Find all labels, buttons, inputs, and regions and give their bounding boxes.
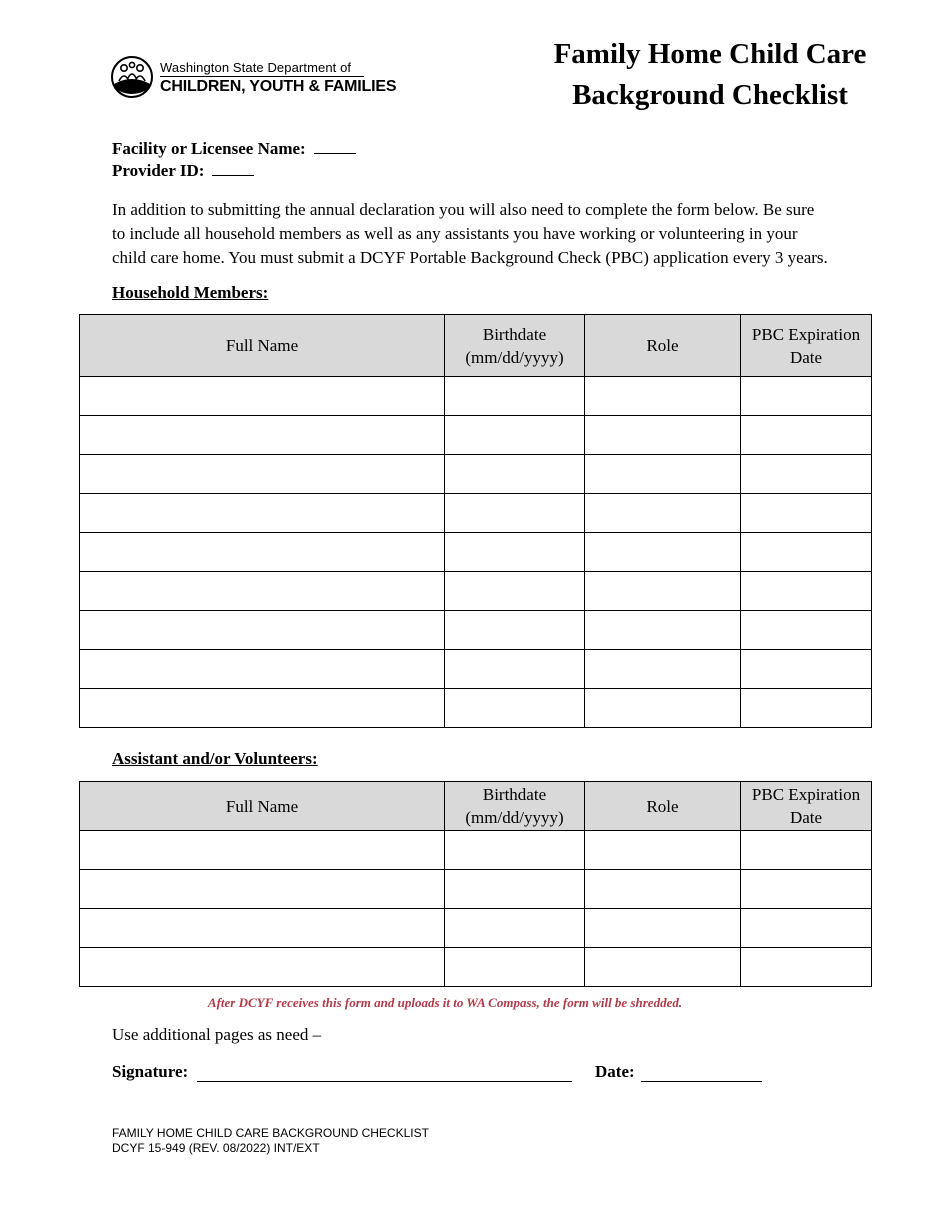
role-cell[interactable] [585,689,741,728]
provider-id-field [112,161,254,181]
table-row [80,611,872,650]
pbc-expiration-cell[interactable] [741,611,872,650]
household-members-heading: Household Members: [112,283,269,302]
pbc-expiration-cell[interactable] [741,455,872,494]
col-header-pbc-expiration: PBC Expiration Date [741,315,872,377]
provider-id-input[interactable] [212,161,254,176]
full-name-cell[interactable] [80,831,445,870]
logo-divider [160,76,364,77]
col-header-birthdate: Birthdate (mm/dd/yyyy) [445,782,585,831]
provider-id-label: Provider ID: [112,161,205,180]
household-members-table [79,314,872,728]
table-header-row [80,782,872,831]
pbc-expiration-cell[interactable] [741,870,872,909]
facility-name-label: Facility or Licensee Name: [112,139,306,158]
full-name-cell[interactable] [80,416,445,455]
pbc-expiration-cell[interactable] [741,909,872,948]
form-title [520,34,900,116]
col-header-full-name: Full Name [80,782,445,831]
birthdate-cell[interactable] [445,494,585,533]
col-header-birthdate: Birthdate (mm/dd/yyyy) [445,315,585,377]
title-line-1: Family Home Child Care [553,38,867,70]
date-label: Date: [595,1062,635,1081]
birthdate-cell[interactable] [445,870,585,909]
title-line-2: Background Checklist [572,79,848,111]
pbc-expiration-cell[interactable] [741,533,872,572]
dcyf-logo [110,54,397,102]
role-cell[interactable] [585,377,741,416]
full-name-cell[interactable] [80,650,445,689]
birthdate-cell[interactable] [445,533,585,572]
logo-agency-line: Washington State Department of [160,60,352,75]
pbc-expiration-cell[interactable] [741,948,872,987]
assistants-heading: Assistant and/or Volunteers: [112,749,318,768]
form-footer [112,1126,429,1156]
table-row [80,377,872,416]
pbc-expiration-cell[interactable] [741,689,872,728]
role-cell[interactable] [585,494,741,533]
birthdate-cell[interactable] [445,650,585,689]
role-cell[interactable] [585,948,741,987]
birthdate-cell[interactable] [445,909,585,948]
footer-form-number: DCYF 15-949 (REV. 08/2022) INT/EXT [112,1141,320,1155]
intro-line: child care home. You must submit a DCYF Portable Background Check (PBC) application every 3 years. [112,248,828,267]
full-name-cell[interactable] [80,611,445,650]
full-name-cell[interactable] [80,948,445,987]
birthdate-cell[interactable] [445,572,585,611]
intro-line: In addition to submitting the annual declaration you will also need to complete the form below. Be sure [112,200,815,219]
role-cell[interactable] [585,909,741,948]
role-cell[interactable] [585,455,741,494]
table-row [80,455,872,494]
col-header-role: Role [585,315,741,377]
pbc-expiration-cell[interactable] [741,831,872,870]
table-row [80,494,872,533]
birthdate-cell[interactable] [445,455,585,494]
table-row [80,831,872,870]
birthdate-cell[interactable] [445,689,585,728]
full-name-cell[interactable] [80,909,445,948]
full-name-cell[interactable] [80,689,445,728]
pbc-expiration-cell[interactable] [741,650,872,689]
table-row [80,533,872,572]
role-cell[interactable] [585,650,741,689]
full-name-cell[interactable] [80,455,445,494]
role-cell[interactable] [585,611,741,650]
pbc-expiration-cell[interactable] [741,416,872,455]
col-header-pbc-expiration: PBC Expiration Date [741,782,872,831]
birthdate-cell[interactable] [445,377,585,416]
signature-input[interactable] [197,1081,572,1082]
table-row [80,572,872,611]
pbc-expiration-cell[interactable] [741,494,872,533]
intro-line: to include all household members as well as any assistants you have working or volunteering in your [112,224,798,243]
date-input[interactable] [641,1081,762,1082]
col-header-full-name: Full Name [80,315,445,377]
full-name-cell[interactable] [80,572,445,611]
full-name-cell[interactable] [80,494,445,533]
full-name-cell[interactable] [80,533,445,572]
pbc-expiration-cell[interactable] [741,572,872,611]
signature-label: Signature: [112,1062,189,1081]
role-cell[interactable] [585,533,741,572]
table-row [80,870,872,909]
facility-name-input[interactable] [314,139,356,154]
table-row [80,909,872,948]
full-name-cell[interactable] [80,377,445,416]
role-cell[interactable] [585,831,741,870]
table-header-row [80,315,872,377]
birthdate-cell[interactable] [445,416,585,455]
assistants-table [79,781,872,987]
birthdate-cell[interactable] [445,831,585,870]
table-row [80,948,872,987]
birthdate-cell[interactable] [445,611,585,650]
role-cell[interactable] [585,870,741,909]
footer-form-title: FAMILY HOME CHILD CARE BACKGROUND CHECKLIST [112,1126,429,1140]
col-header-role: Role [585,782,741,831]
shredding-notice: After DCYF receives this form and uploads it to WA Compass, the form will be shredded. [207,995,683,1010]
full-name-cell[interactable] [80,870,445,909]
table-row [80,416,872,455]
role-cell[interactable] [585,572,741,611]
pbc-expiration-cell[interactable] [741,377,872,416]
table-row [80,650,872,689]
facility-name-field [112,139,356,159]
dcyf-emblem-icon [110,54,154,100]
logo-department-line: CHILDREN, YOUTH & FAMILIES [160,78,397,95]
table-row [80,689,872,728]
birthdate-cell[interactable] [445,948,585,987]
role-cell[interactable] [585,416,741,455]
additional-pages-note: Use additional pages as need – [112,1025,322,1044]
intro-paragraph [112,198,872,270]
